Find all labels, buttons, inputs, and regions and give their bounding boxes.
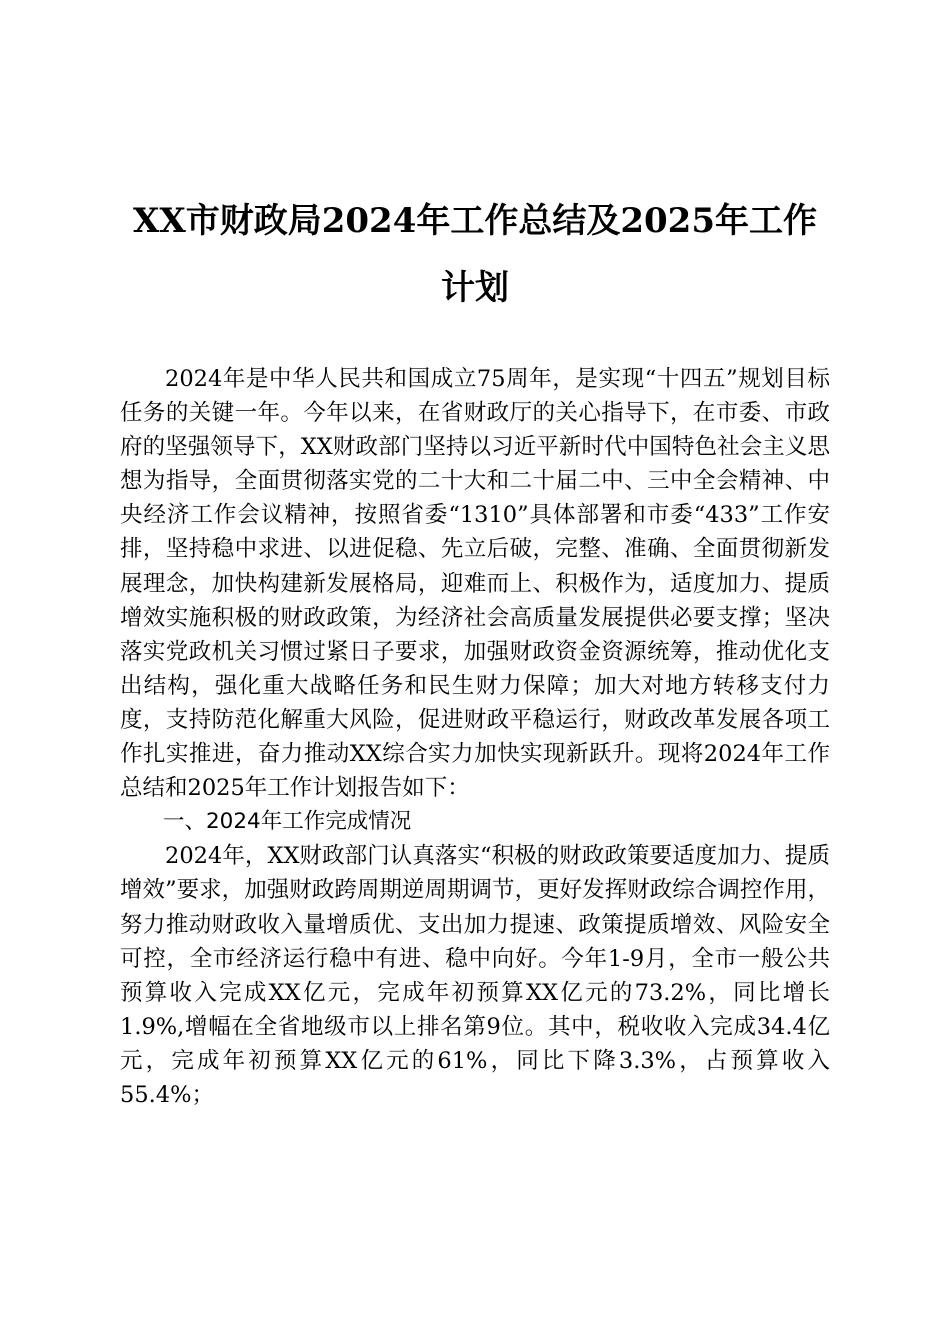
section-1-paragraph: 2024年，XX财政部门认真落实“积极的财政政策要适度加力、提质增效”要求，加强财政跨周期逆周期调节，更好发挥财政综合调控作用，努力推动财政收入量增质优、支出加力提速、政策提质增效、风险安全可控，全市经济运行稳中有进、稳中向好。今年1-9月，全市一般公共预算收入完成XX亿元，完成年初预算XX亿元的73.2%，同比增长1.9%,增幅在全省地级市以上排名第9位。其中，税收收入完成34.4亿元，完成年初预算XX亿元的61%，同比下降3.3%，占预算收入55.4%； — [120, 843, 830, 1108]
document-body — [120, 362, 830, 1112]
section-heading-1: 一、2024年工作完成情况 — [163, 809, 412, 835]
intro-paragraph: 2024年是中华人民共和国成立75周年，是实现“十四五”规划目标任务的关键一年。今年以来，在省财政厅的关心指导下，在市委、市政府的坚强领导下，XX财政部门坚持以习近平新时代中国特色社会主义思想为指导，全面贯彻落实党的二十大和二十届二中、三中全会精神、中央经济工作会议精神，按照省委“1310”具体部署和市委“433”工作安排，坚持稳中求进、以进促稳、先立后破，完整、准确、全面贯彻新发展理念，加快构建新发展格局，迎难而上、积极作为，适度加力、提质增效实施积极的财政政策，为经济社会高质量发展提供必要支撑；坚决落实党政机关习惯过紧日子要求，加强财政资金资源统筹，推动优化支出结构，强化重大战略任务和民生财力保障；加大对地方转移支付力度，支持防范化解重大风险，促进财政平稳运行，财政改革发展各项工作扎实推进，奋力推动XX综合实力加快实现新跃升。现将2024年工作总结和2025年工作计划报告如下： — [120, 366, 830, 802]
document-title-line-2: 计划 — [441, 268, 509, 308]
document-title-line-1: XX市财政局2024年工作总结及2025年工作 — [132, 201, 818, 241]
